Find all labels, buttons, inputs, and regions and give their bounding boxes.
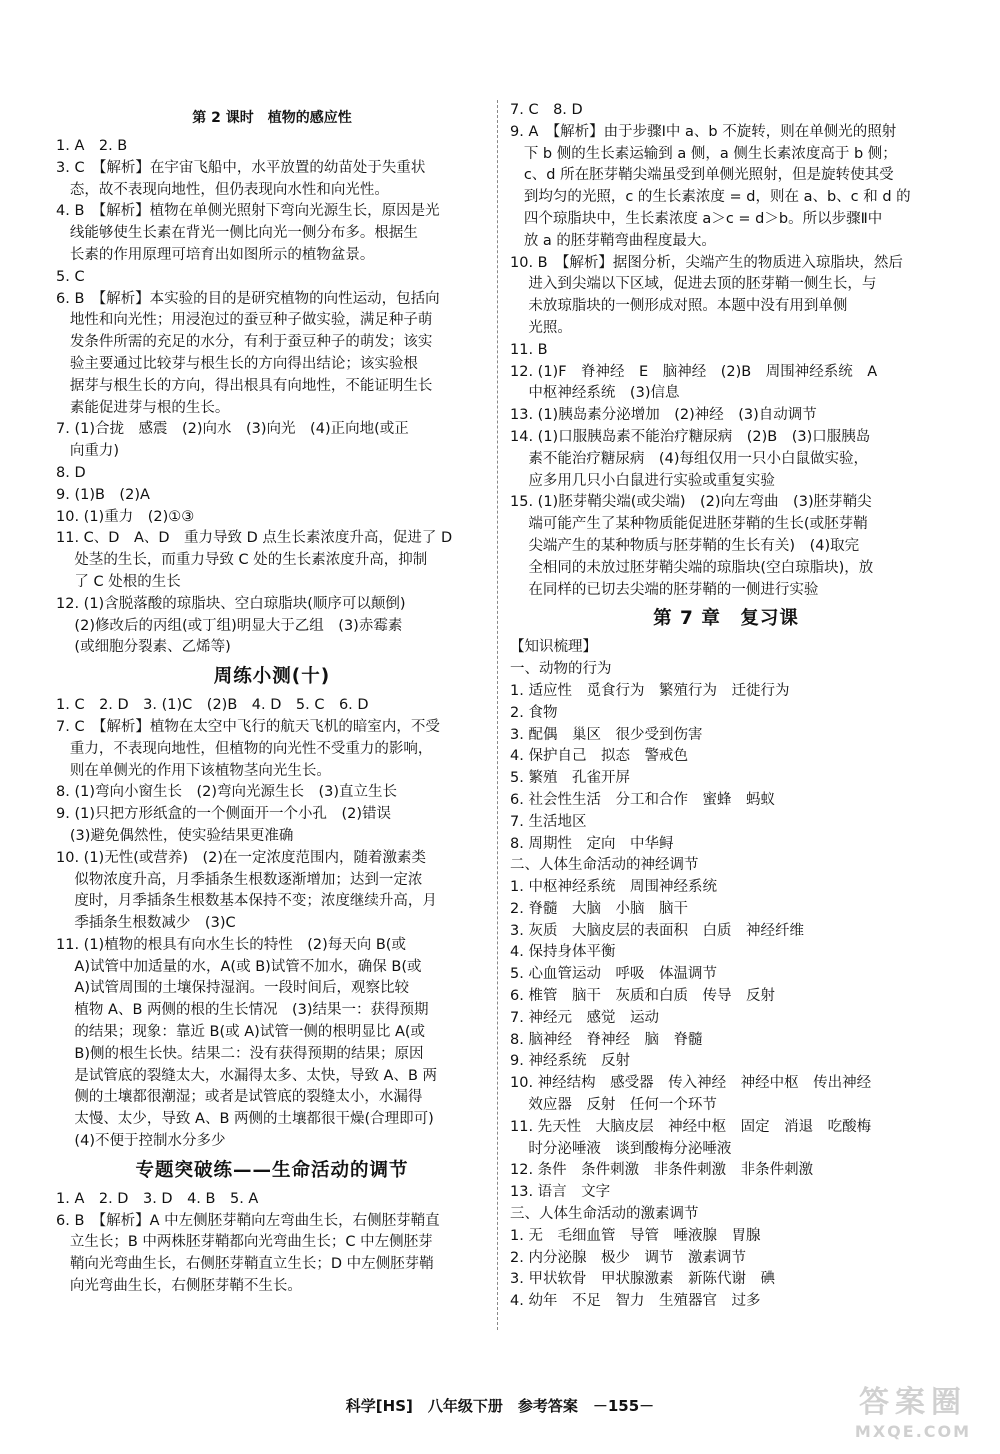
answer-line: 13. 语言 文字 xyxy=(510,1184,611,1201)
answer-line: 了 C 处根的生长 xyxy=(56,573,181,590)
answer-line: 处茎的生长，而重力导致 C 处的生长素浓度升高，抑制 xyxy=(56,552,428,569)
answer-line: 6. 社会性生活 分工和合作 蜜蜂 蚂蚁 xyxy=(510,791,775,808)
answer-line: 向光弯曲生长，右侧胚芽鞘不生长。 xyxy=(56,1278,302,1295)
section-title: 第 7 章 复习课 xyxy=(653,608,799,630)
answer-line: 效应器 反射 任何一个环节 xyxy=(510,1097,717,1114)
answer-line: 是试管底的裂缝太大，水漏得太多、太快，导致 A、B 两 xyxy=(56,1067,438,1084)
answer-line: 光照。 xyxy=(510,319,572,336)
answer-line: 5. C xyxy=(56,268,85,285)
answer-line: (4)不便于控制水分多少 xyxy=(56,1133,226,1150)
answer-line: 1. C 2. D 3. (1)C (2)B 4. D 5. C 6. D xyxy=(56,697,369,714)
answer-line: 7. C 8. D xyxy=(510,102,583,118)
answer-line: 3. C 【解析】在宇宙飞船中，水平放置的幼苗处于失重状 xyxy=(56,159,426,176)
answer-line: 地性和向光性；用浸泡过的蚕豆种子做实验，满足种子萌 xyxy=(56,312,433,329)
answer-line: 三、人体生命活动的激素调节 xyxy=(510,1206,699,1223)
answer-line: 四个琼脂块中，生长素浓度 a＞c = d＞b。所以步骤Ⅱ中 xyxy=(510,210,883,227)
answer-line: 9. (1)B (2)A xyxy=(56,486,150,503)
answer-line: A)试管中加适量的水，A(或 B)试管不加水，确保 B(或 xyxy=(56,958,422,975)
answer-line: 5. 心血管运动 呼吸 体温调节 xyxy=(510,966,717,983)
section-heading: 第 2 课时 植物的感应性 xyxy=(192,110,352,126)
answer-line: 态，故不表现向地性，但仍表现向水性和向光性。 xyxy=(56,181,389,198)
answer-line: (3)避免偶然性，使实验结果更准确 xyxy=(56,827,294,844)
answer-line: 7. (1)合拢 感震 (2)向水 (3)向光 (4)正向地(或正 xyxy=(56,421,409,438)
answer-line: 素能促进芽与根的生长。 xyxy=(56,399,230,416)
answer-line: 8. D xyxy=(56,464,86,481)
section-title: 周练小测(十) xyxy=(213,666,331,688)
answer-line: 10. 神经结构 感受器 传入神经 神经中枢 传出神经 xyxy=(510,1075,872,1092)
answer-line: 的结果；现象：靠近 B(或 A)试管一侧的根明显比 A(或 xyxy=(56,1024,426,1041)
answer-line: 尖端产生的某种物质与胚芽鞘的生长有关) (4)取完 xyxy=(510,537,860,554)
answer-line: 太慢、太少，导致 A、B 两侧的土壤都很干燥(合理即可) xyxy=(56,1111,434,1128)
answer-line: 9. A 【解析】由于步骤Ⅰ中 a、b 不旋转，则在单侧光的照射 xyxy=(510,123,897,140)
section-title: 专题突破练——生命活动的调节 xyxy=(135,1159,409,1181)
answer-line: 则在单侧光的作用下该植物茎向光生长。 xyxy=(56,762,331,779)
answer-line: 13. (1)胰岛素分泌增加 (2)神经 (3)自动调节 xyxy=(510,407,817,424)
answer-line: 一、动物的行为 xyxy=(510,661,612,678)
answer-line: 重力，不表现向地性，但植物的向光性不受重力的影响， xyxy=(56,740,433,757)
answer-line: 7. C 【解析】植物在太空中飞行的航天飞机的暗室内，不受 xyxy=(56,718,440,735)
answer-line: 中枢神经系统 (3)信息 xyxy=(510,385,680,402)
answer-line: 度时，月季插条生根数基本保持不变；浓度继续升高，月 xyxy=(56,893,437,910)
answer-line: 6. 椎管 脑干 灰质和白质 传导 反射 xyxy=(510,988,775,1005)
answer-line: 6. B 【解析】本实验的目的是研究植物的向性运动，包括向 xyxy=(56,290,440,307)
answer-line: 时分泌唾液 谈到酸梅分泌唾液 xyxy=(510,1140,732,1157)
answer-line: 11. B xyxy=(510,341,548,358)
answer-line: 7. 神经元 感觉 运动 xyxy=(510,1009,659,1026)
answer-line: 2. 内分泌腺 极少 调节 激素调节 xyxy=(510,1249,746,1266)
answer-line: 植物 A、B 两侧的根的生长情况 (3)结果一：获得预期 xyxy=(56,1002,429,1019)
answer-line: 应多用几只小白鼠进行实验或重复实验 xyxy=(510,472,775,489)
answer-line: (或细胞分裂素、乙烯等) xyxy=(56,639,231,656)
answer-line: 1. A 2. D 3. D 4. B 5. A xyxy=(56,1190,259,1207)
answer-line: 4. 保护自己 拟态 警戒色 xyxy=(510,748,688,765)
right-column xyxy=(510,100,942,1313)
answer-line: 7. 生活地区 xyxy=(510,813,587,830)
answer-line: 1. A 2. B xyxy=(56,138,128,154)
answer-line: 12. (1)F 脊神经 E 脑神经 (2)B 周围神经系统 A xyxy=(510,363,878,380)
answer-line: 下 b 侧的生长素运输到 a 侧，a 侧生长素浓度高于 b 侧； xyxy=(510,145,897,162)
answer-line: 5. 繁殖 孔雀开屏 xyxy=(510,770,630,787)
answer-line: 10. B 【解析】据图分析，尖端产生的物质进入琼脂块，然后 xyxy=(510,254,903,271)
watermark-url: MXQE.COM xyxy=(854,1422,972,1441)
answer-line: 向重力) xyxy=(56,443,119,460)
column-divider xyxy=(497,100,498,1330)
answer-line: 10. (1)重力 (2)①③ xyxy=(56,508,195,525)
answer-line: 季插条生根数减少 (3)C xyxy=(56,915,236,932)
answer-line: 到均匀的光照，c 的生长素浓度 = d，则在 a、b、c 和 d 的 xyxy=(510,189,911,206)
answer-line: 鞘向光弯曲生长，右侧胚芽鞘直立生长；D 中左侧胚芽鞘 xyxy=(56,1256,434,1273)
answer-line: 2. 食物 xyxy=(510,704,558,721)
answer-line: 验主要通过比较芽与根生长的方向得出结论；该实验根 xyxy=(56,355,418,372)
answer-line: 3. 灰质 大脑皮层的表面积 白质 神经纤维 xyxy=(510,922,804,939)
answer-line: 侧的土壤都很潮湿；或者是试管底的裂缝太小，水漏得 xyxy=(56,1089,423,1106)
answer-line: 9. 神经系统 反射 xyxy=(510,1053,630,1070)
left-column xyxy=(56,100,488,1298)
answer-line: 放 a 的胚芽鞘弯曲程度最大。 xyxy=(510,232,716,249)
answer-line: 长素的作用原理可培育出如图所示的植物盆景。 xyxy=(56,246,375,263)
answer-line: A)试管周围的土壤保持湿润。一段时间后，观察比较 xyxy=(56,980,410,997)
answer-line: 14. (1)口服胰岛素不能治疗糖尿病 (2)B (3)口服胰岛 xyxy=(510,428,871,445)
answer-line: 1. 中枢神经系统 周围神经系统 xyxy=(510,879,717,896)
answer-line: 4. B 【解析】植物在单侧光照射下弯向光源生长，原因是光 xyxy=(56,203,440,220)
answer-line: 4. 幼年 不足 智力 生殖器官 过多 xyxy=(510,1293,761,1310)
answer-line: 3. 配偶 巢区 很少受到伤害 xyxy=(510,726,703,743)
answer-line: 立生长；B 中两株胚芽鞘都向光弯曲生长；C 中左侧胚芽 xyxy=(56,1234,433,1251)
answer-line: 发条件所需的充足的水分，有利于蚕豆种子的萌发；该实 xyxy=(56,334,433,351)
answer-line: 11. 先天性 大脑皮层 神经中枢 固定 消退 吃酸梅 xyxy=(510,1118,872,1135)
answer-line: 据芽与根生长的方向，得出根具有向地性，不能证明生长 xyxy=(56,377,433,394)
answer-line: 11. (1)植物的根具有向水生长的特性 (2)每天向 B(或 xyxy=(56,936,406,953)
answer-line: 12. 条件 条件刺激 非条件刺激 非条件刺激 xyxy=(510,1162,814,1179)
answer-line: 未放琼脂块的一侧形成对照。本题中没有用到单侧 xyxy=(510,298,848,315)
answer-line: 【知识梳理】 xyxy=(510,639,597,656)
answer-line: 12. (1)含脱落酸的琼脂块、空白琼脂块(顺序可以颠倒) xyxy=(56,595,406,612)
answer-line: 端可能产生了某种物质能促进胚芽鞘的生长(或胚芽鞘 xyxy=(510,516,868,533)
answer-line: 1. 适应性 觅食行为 繁殖行为 迁徙行为 xyxy=(510,682,790,699)
answer-line: 11. C、D A、D 重力导致 D 点生长素浓度升高，促进了 D xyxy=(56,530,453,547)
answer-line: 二、人体生命活动的神经调节 xyxy=(510,857,699,874)
answer-line: 线能够使生长素在背光一侧比向光一侧分布多。根据生 xyxy=(56,225,418,242)
answer-line: 15. (1)胚芽鞘尖端(或尖端) (2)向左弯曲 (3)胚芽鞘尖 xyxy=(510,494,872,511)
answer-line: 1. 无 毛细血管 导管 唾液腺 胃腺 xyxy=(510,1227,761,1244)
watermark-title: 答案圈 xyxy=(859,1385,967,1420)
answer-line: (2)修改后的丙组(或丁组)明显大于乙组 (3)赤霉素 xyxy=(56,617,403,634)
answer-line: 似物浓度升高，月季插条生根数逐渐增加；达到一定浓 xyxy=(56,871,423,888)
answer-line: 6. B 【解析】A 中左侧胚芽鞘向左弯曲生长，右侧胚芽鞘直 xyxy=(56,1212,440,1229)
answer-line: 素不能治疗糖尿病 (4)每组仅用一只小白鼠做实验， xyxy=(510,450,868,467)
answer-line: 10. (1)无性(或营养) (2)在一定浓度范围内，随着激素类 xyxy=(56,849,427,866)
answer-line: 2. 脊髓 大脑 小脑 脑干 xyxy=(510,900,688,917)
answer-line: 3. 甲状软骨 甲状腺激素 新陈代谢 碘 xyxy=(510,1271,775,1288)
watermark-logo xyxy=(838,1384,988,1446)
answer-line: 8. 周期性 定向 中华鲟 xyxy=(510,835,674,852)
answer-line: c、d 所在胚芽鞘尖端虽受到单侧光照射，但是旋转使其受 xyxy=(510,167,894,184)
page-footer: 科学[HS] 八年级下册 参考答案 －155－ xyxy=(345,1397,655,1415)
answer-line: B)侧的根生长快。结果二：没有获得预期的结果；原因 xyxy=(56,1045,424,1062)
answer-line: 4. 保持身体平衡 xyxy=(510,944,616,961)
answer-line: 8. 脑神经 脊神经 脑 脊髓 xyxy=(510,1031,703,1048)
answer-line: 全相同的未放过胚芽鞘尖端的琼脂块(空白琼脂块)，放 xyxy=(510,559,874,576)
answer-line: 在同样的已切去尖端的胚芽鞘的一侧进行实验 xyxy=(510,581,819,598)
answer-line: 9. (1)只把方形纸盒的一个侧面开一个小孔 (2)错误 xyxy=(56,806,392,823)
answer-line: 8. (1)弯向小窗生长 (2)弯向光源生长 (3)直立生长 xyxy=(56,784,398,801)
answer-line: 进入到尖端以下区域，促进去顶的胚芽鞘一侧生长，与 xyxy=(510,276,877,293)
